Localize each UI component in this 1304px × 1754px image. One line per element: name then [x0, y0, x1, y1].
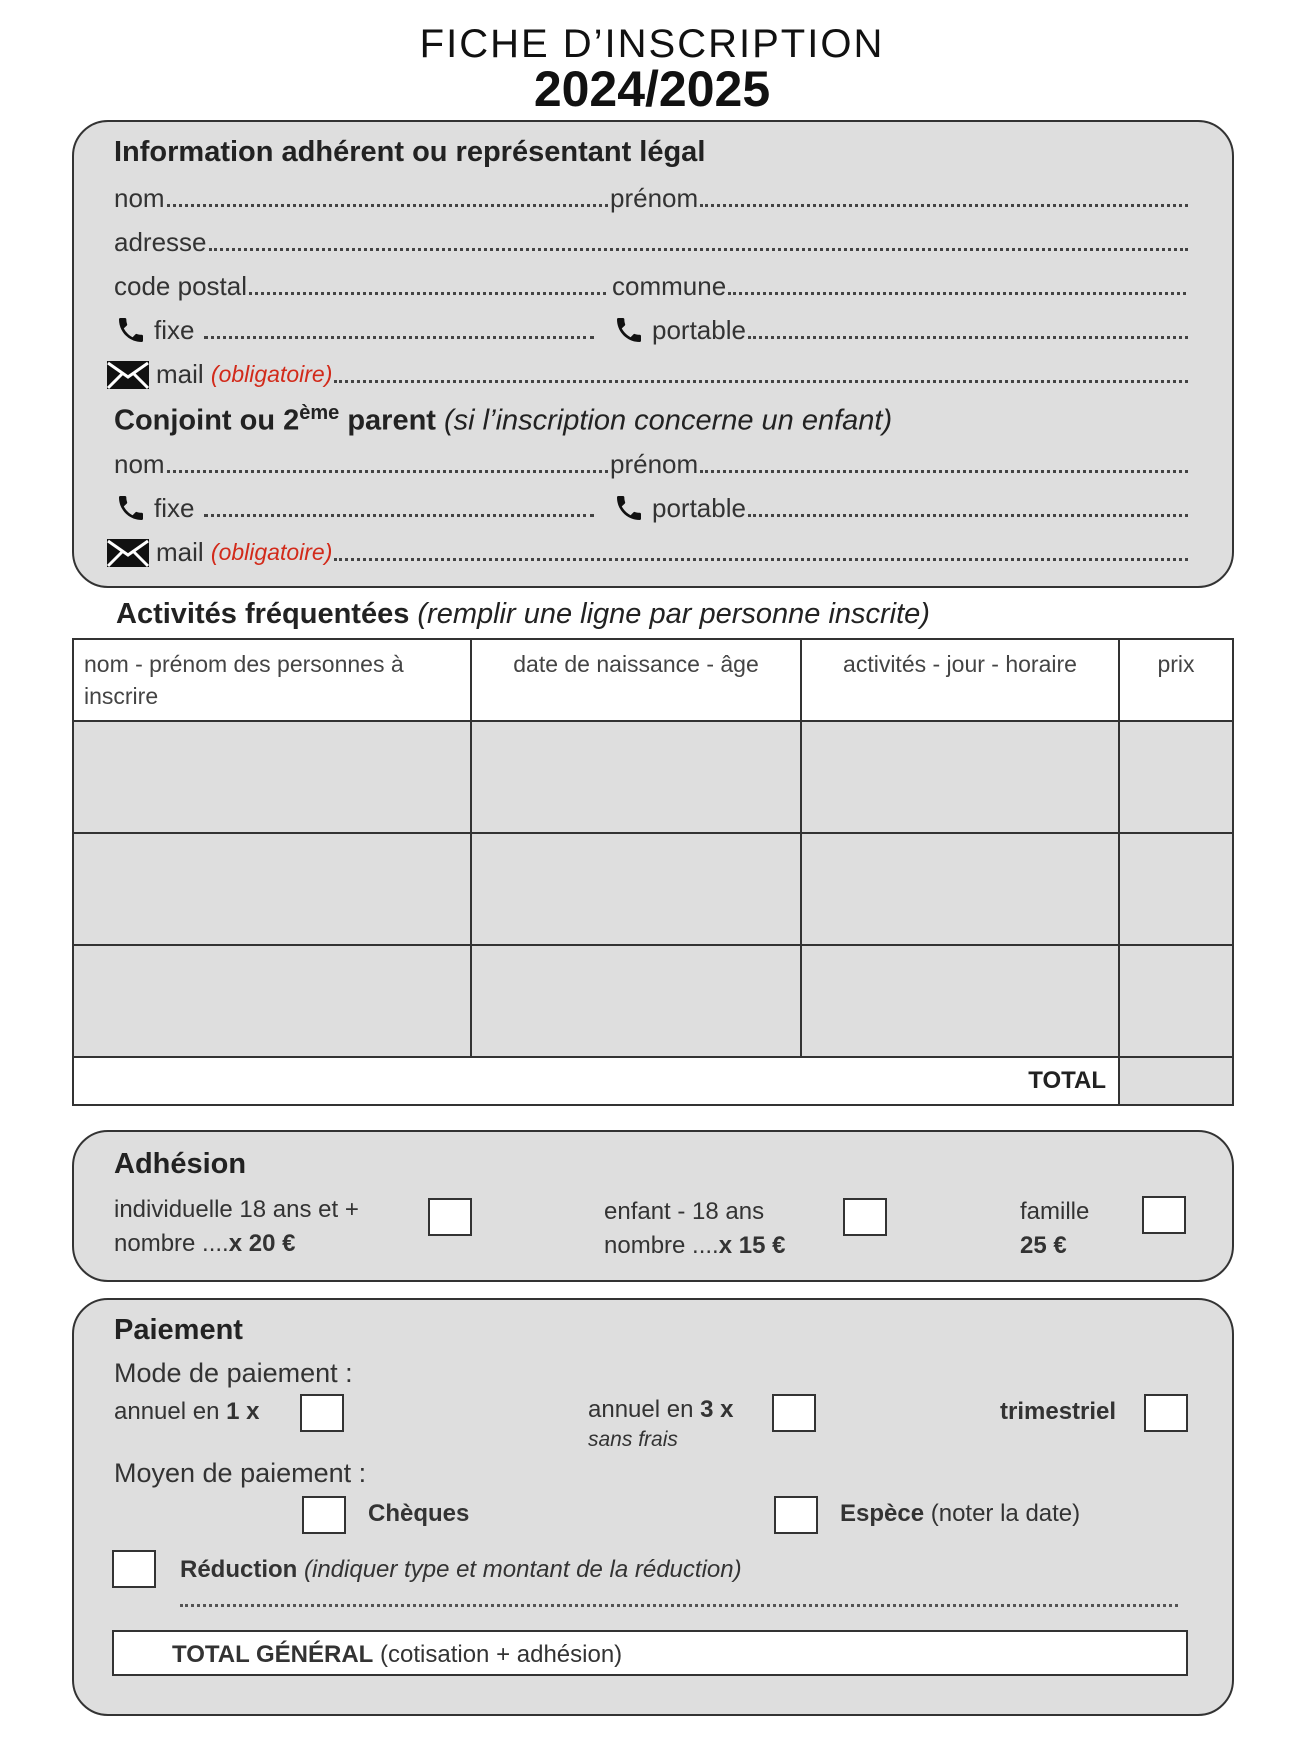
table-row	[73, 721, 1233, 833]
sans-frais-note: sans frais	[588, 1428, 678, 1451]
column-header: activités - jour - horaire	[801, 639, 1119, 721]
activites-heading: Activités fréquentées (remplir une ligne par personne inscrite)	[116, 598, 930, 630]
conjoint-heading-note: (si l’inscription concerne un enfant)	[435, 404, 893, 437]
adherent-prenom-field[interactable]	[610, 180, 1188, 214]
individuelle-checkbox[interactable]	[428, 1198, 472, 1236]
table-cell[interactable]	[1119, 945, 1233, 1057]
reduction-line[interactable]	[180, 1604, 1178, 1607]
nom-label: nom	[114, 449, 165, 479]
mode-paiement-label: Mode de paiement :	[114, 1358, 353, 1388]
commune-label: commune	[612, 271, 727, 301]
activites-note: (remplir une ligne par personne inscrite)	[409, 598, 930, 630]
table-cell[interactable]	[801, 945, 1119, 1057]
column-header: prix	[1119, 639, 1233, 721]
table-cell[interactable]	[471, 945, 801, 1057]
phone-icon	[612, 314, 646, 346]
table-cell[interactable]	[73, 721, 471, 833]
form-year: 2024/2025	[533, 61, 771, 117]
total-value-cell[interactable]	[1119, 1057, 1233, 1105]
envelope-icon	[106, 538, 150, 568]
nom-label: nom	[114, 183, 165, 213]
trimestriel-label: trimestriel	[1000, 1398, 1117, 1425]
total-row	[73, 1057, 1233, 1105]
mail-label: mail	[156, 359, 204, 389]
prenom-label: prénom	[610, 449, 699, 479]
total-label: TOTAL	[73, 1057, 1119, 1105]
phone-icon	[114, 492, 148, 524]
cheques-checkbox[interactable]	[302, 1496, 346, 1534]
table-cell[interactable]	[801, 833, 1119, 945]
conjoint-prenom-field[interactable]	[610, 446, 1188, 480]
column-header: date de naissance - âge	[471, 639, 801, 721]
annuel-3x-checkbox[interactable]	[772, 1394, 816, 1432]
table-cell[interactable]	[801, 721, 1119, 833]
fixe-label: fixe	[154, 314, 195, 345]
adherent-nom-field[interactable]	[114, 180, 608, 214]
individuelle-price: nombre ....x 20 €	[114, 1230, 296, 1257]
column-header: nom - prénom des personnes à inscrire	[73, 639, 471, 721]
annuel-1x-label: annuel en 1 x	[114, 1398, 260, 1425]
paiement-heading: Paiement	[114, 1314, 243, 1346]
adherent-heading: Information adhérent ou représentant légal	[114, 136, 706, 168]
mail-label: mail	[156, 537, 204, 567]
adhesion-heading: Adhésion	[114, 1148, 247, 1180]
table-row	[73, 833, 1233, 945]
adherent-portable-field[interactable]	[612, 312, 1188, 346]
enfant-checkbox[interactable]	[843, 1198, 887, 1236]
conjoint-fixe-field[interactable]	[114, 490, 594, 524]
famille-price: 25 €	[1020, 1232, 1067, 1259]
adherent-fixe-field[interactable]	[114, 312, 594, 346]
table-header-row	[73, 639, 1233, 721]
table-cell[interactable]	[73, 833, 471, 945]
conjoint-portable-field[interactable]	[612, 490, 1188, 524]
total-general-label: TOTAL GÉNÉRAL (cotisation + adhésion)	[172, 1641, 623, 1668]
envelope-icon	[106, 360, 150, 390]
activities-table	[72, 638, 1234, 1106]
table-cell[interactable]	[1119, 721, 1233, 833]
conjoint-mail-field[interactable]	[106, 534, 1188, 568]
moyen-paiement-label: Moyen de paiement :	[114, 1458, 367, 1488]
reduction-label: Réduction (indiquer type et montant de la réduction)	[180, 1556, 742, 1583]
code-postal-label: code postal	[114, 271, 247, 301]
form-title: FICHE D’INSCRIPTION	[419, 22, 885, 66]
trimestriel-checkbox[interactable]	[1144, 1394, 1188, 1432]
enfant-price: nombre ....x 15 €	[604, 1232, 786, 1259]
annuel-1x-checkbox[interactable]	[300, 1394, 344, 1432]
adherent-commune-field[interactable]	[612, 268, 1186, 302]
adherent-adresse-field[interactable]	[114, 224, 1188, 258]
adherent-mail-field[interactable]	[106, 356, 1188, 390]
espece-label: Espèce (noter la date)	[840, 1500, 1081, 1527]
adherent-code-postal-field[interactable]	[114, 268, 606, 302]
enfant-label: enfant - 18 ans	[604, 1198, 765, 1225]
portable-label: portable	[652, 314, 746, 345]
famille-checkbox[interactable]	[1142, 1196, 1186, 1234]
table-cell[interactable]	[471, 721, 801, 833]
portable-label: portable	[652, 492, 746, 523]
cheques-label: Chèques	[368, 1500, 470, 1527]
prenom-label: prénom	[610, 183, 699, 213]
table-cell[interactable]	[73, 945, 471, 1057]
reduction-checkbox[interactable]	[112, 1550, 156, 1588]
fixe-label: fixe	[154, 492, 195, 523]
phone-icon	[612, 492, 646, 524]
famille-label: famille	[1020, 1198, 1090, 1225]
table-row	[73, 945, 1233, 1057]
mail-required-note: (obligatoire)	[210, 361, 333, 387]
individuelle-label: individuelle 18 ans et +	[114, 1196, 359, 1223]
espece-checkbox[interactable]	[774, 1496, 818, 1534]
adresse-label: adresse	[114, 227, 207, 257]
mail-required-note: (obligatoire)	[210, 539, 333, 565]
table-cell[interactable]	[1119, 833, 1233, 945]
conjoint-heading: Conjoint ou 2ème parent (si l’inscription concerne un enfant)	[114, 402, 893, 437]
table-cell[interactable]	[471, 833, 801, 945]
phone-icon	[114, 314, 148, 346]
annuel-3x-label: annuel en 3 x	[588, 1396, 734, 1423]
conjoint-nom-field[interactable]	[114, 446, 608, 480]
